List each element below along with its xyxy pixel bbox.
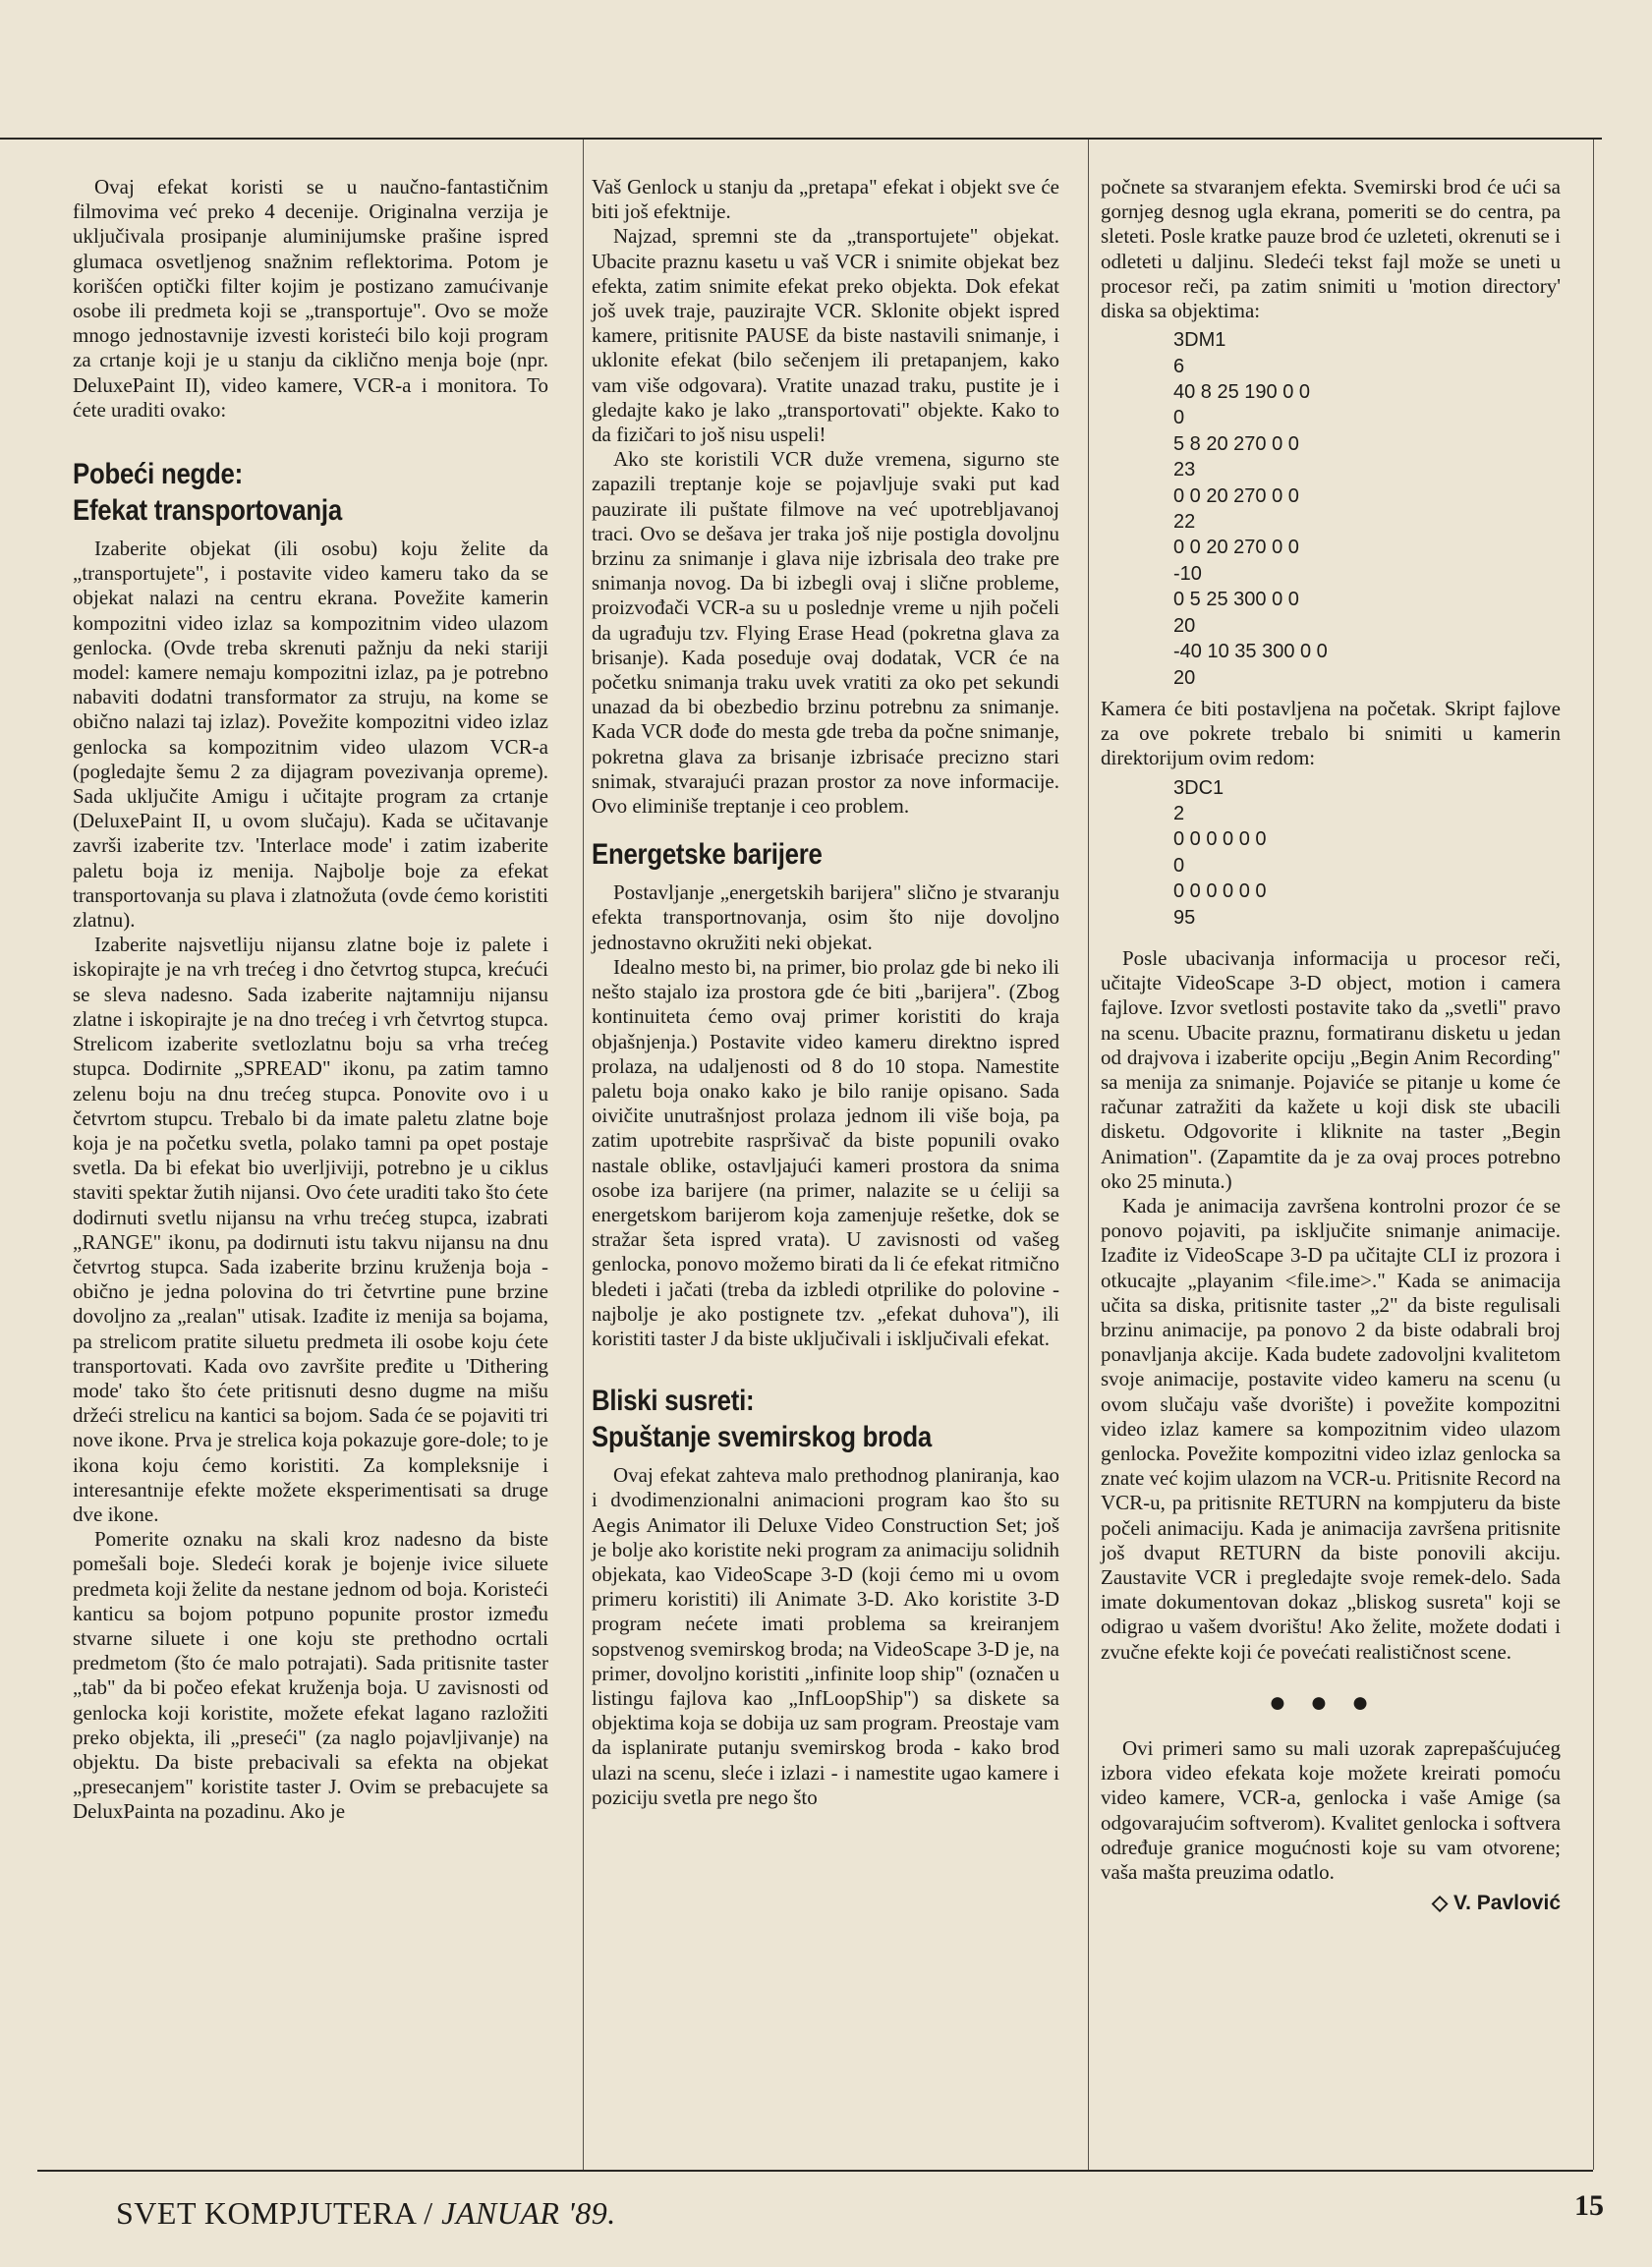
code-line: 6 — [1173, 355, 1185, 377]
code-line: 95 — [1173, 906, 1196, 929]
right-border — [1593, 140, 1594, 2170]
code-line: 20 — [1173, 666, 1196, 689]
motion-script-listing — [1173, 327, 1561, 691]
code-line: -40 10 35 300 0 0 — [1173, 641, 1328, 663]
code-line: 40 8 25 190 0 0 — [1173, 381, 1311, 404]
code-line: 0 0 20 270 0 0 — [1173, 537, 1299, 559]
page-number: 15 — [1574, 2189, 1604, 2222]
section-heading-transport-2: Efekat transportovanja — [73, 494, 342, 528]
closing-paragraph: Ovi primeri samo su mali uzorak zaprepašćujućeg izbora video efekata koje možete kreirati pomoću video kamere, VCR-a, genlocka i vaše Amige (sa odgovarajućim softverom). Kvalitet genlocka i softvera određuje granice mogućnosti koje su vam otvorene; vaša mašta preuzima odatlo. — [1101, 1736, 1561, 1885]
code-line: -10 — [1173, 562, 1202, 585]
body-paragraph: Kada je animacija završena kontrolni prozor će se ponovo pojaviti, pa isključite snimanje animacije. Izađite iz VideoScape 3-D pa učitajte CLI iz prozora i otkucajte „playanim <file.ime>." Kada se animacija učita sa diska, pritisnite taster „2" da biste regulisali brzinu animacije, pa ponovo 2 da biste odabrali broj ponavljanja akcije. Kada budete zadovoljni kvalitetom svoje animacije, postavite video kameru na scenu (u ovom slučaju vaše dvorište) i povežite kompozitni video izlaz kamere sa kompozitnim video ulazom genlocka. Povežite kompozitni video izlaz genlocka sa znate već kojim ulazom na VCR-u. Pritisnite Record na VCR-u, pa pritisnite RETURN na kompjuteru da biste počeli animaciju. Kada je animacija završena pritisnite još dvaput RETURN da biste ponovili akciju. Zaustavite VCR i pregledajte svoje remek-delo. Sada imate dokumentovan dokaz „bliskog susreta" koji se odigrao u vašem dvorištu! Ako želite, možete dodati i zvučne efekte koji će povećati realističnost scene. — [1101, 1193, 1561, 1664]
code-line: 20 — [1173, 614, 1196, 637]
body-paragraph: Kamera će biti postavljena na početak. Skript fajlove za ove pokrete trebalo bi snimiti u kamerin direktorijum ovim redom: — [1101, 696, 1561, 770]
section-heading-close-2: Spuštanje svemirskog broda — [592, 1421, 933, 1454]
section-heading-transport-1: Pobeći negde: — [73, 458, 243, 491]
code-line: 23 — [1173, 459, 1196, 482]
code-line: 0 — [1173, 407, 1185, 429]
footer-publication — [116, 2195, 616, 2232]
code-line: 0 0 20 270 0 0 — [1173, 484, 1299, 507]
author-byline: ◇ V. Pavlović — [1432, 1892, 1561, 1915]
column-2 — [592, 175, 1059, 1810]
top-rule — [0, 138, 1602, 140]
bottom-rule — [37, 2170, 1593, 2172]
body-paragraph: Postavljanje „energetskih barijera" slično je stvaranju efekta transportnovanja, osim što nije dovoljno jednostavno okružiti neki objekat. — [592, 880, 1059, 954]
column-divider-1 — [583, 140, 584, 2170]
code-line: 0 — [1173, 854, 1185, 877]
intro-paragraph: Ovaj efekat koristi se u naučno-fantastičnim filmovima već preko 4 decenije. Originalna verzija je uključivala prosipanje aluminijumske prašine ispred glumaca osvetljenog snažnim reflektorima. Potom je korišćen optički filter kojim je postizano zamućivanje osobe ili predmeta koji se „transportuje". Ovo se može mnogo jednostavnije izvesti koristeći bilo koji program za crtanje koji je u stanju da ciklično menja boje (npr. DeluxePaint II), video kamere, VCR-a i monitora. To ćete uraditi ovako: — [73, 175, 548, 422]
body-paragraph: Izaberite najsvetliju nijansu zlatne boje iz palete i iskopirajte je na vrh trećeg i dno četvrtog stupca, krećući se sleva nadesno. Sada izaberite najtamniju nijansu zlatne i iskopirajte je na dno trećeg i vrh četvrtog stupca. Strelicom izaberite svetlozlatnu boju sa vrha trećeg stupca. Dodirnite „SPREAD" ikonu, pa zatim tamno zelenu boju na dnu trećeg stupca. Ponovite ovo i u četvrtom stupcu. Trebalo bi da imate paletu zlatne boje koja je na početku svetla, polako tamni pa opet postaje svetla. Da bi efekat bio uverljiviji, potrebno je u ciklus staviti spektar žutih nijansi. Ovo ćete uraditi tako što ćete dodirnuti svetlu nijansu na vrhu trećeg stupca, izabrati „RANGE" ikonu, pa dodirnuti istu takvu nijansu na dnu četvrtog stupca. Sada izaberite brzinu kruženja boja - obično je jedna polovina do tri četvrtine pune brzine dovoljno za „realan" utisak. Izađite iz menija sa bojama, pa strelicom pratite siluetu predmeta ili osobe koju ćete transportovati. Kada ovo završite pređite u 'Dithering mode' tako što ćete pritisnuti desno dugme na mišu držeći strelicu na kantici sa bojom. Sada će se pojaviti tri nove ikone. Prva je strelica koja pokazuje gore-dole; to je ikona koju ćemo koristiti. Za kompleksnije i interesantnije efekte možete eksperimentisati sa druge dve ikone. — [73, 933, 548, 1526]
body-paragraph: Vaš Genlock u stanju da „pretapa" efekat i objekt sve će biti još efektnije. — [592, 175, 1059, 224]
section-heading-energy: Energetske barijere — [592, 838, 823, 872]
code-line: 0 0 0 0 0 0 — [1173, 828, 1267, 851]
section-heading-close-1: Bliski susreti: — [592, 1385, 755, 1418]
camera-script-listing — [1173, 775, 1561, 931]
code-line: 0 0 0 0 0 0 — [1173, 880, 1267, 903]
body-paragraph: počnete sa stvaranjem efekta. Svemirski brod će ući sa gornjeg desnog ugla ekrana, pomeriti se do centra, pa sleteti. Posle kratke pauze brod će uzleteti, okrenuti se i odleteti u daljinu. Sledeći tekst fajl može se uneti u procesor reči, pa zatim snimiti u 'motion directory' diska sa objektima: — [1101, 175, 1561, 323]
column-1 — [73, 175, 548, 1825]
code-line: 3DC1 — [1173, 776, 1225, 799]
code-line: 5 8 20 270 0 0 — [1173, 432, 1299, 455]
section-divider-dots: ●●● — [1268, 1685, 1394, 1719]
code-line: 0 5 25 300 0 0 — [1173, 589, 1299, 611]
issue-date: JANUAR '89. — [432, 2195, 616, 2231]
column-3 — [1101, 175, 1561, 1915]
column-divider-2 — [1088, 140, 1089, 2170]
code-line: 3DM1 — [1173, 329, 1226, 352]
body-paragraph: Ako ste koristili VCR duže vremena, sigurno ste zapazili treptanje koje se pojavljuje svaki put kad pauzirate ili puštate filmove na već upotrebljavanoj traci. Ovo se dešava jer traka još nije postigla dovoljnu brzinu za snimanje i glava nije izbrisala deo trake pre snimanja novog. Da bi izbegli ovaj i slične probleme, proizvođači VCR-a su u poslednje vreme u njih počeli da ugrađuju tzv. Flying Erase Head (pokretna glava za brisanje). Kada poseduje ovaj dodatak, VCR će na početku snimanja traku uvek vratiti za oko pet sekundi unazad da bi obezbedio brzinu potrebnu za snimanje. Kada VCR dođe do mesta gde treba da počne snimanje, pokretna glava za brisanje izbrisaće precizno stari snimak, stvarajući prazan prostor za nove informacije. Ovo eliminiše treptanje i ceo problem. — [592, 447, 1059, 819]
code-line: 22 — [1173, 511, 1196, 534]
code-line: 2 — [1173, 802, 1185, 824]
body-paragraph: Izaberite objekat (ili osobu) koju želite da „transportujete", i postavite video kameru tako da se objekat nalazi na centru ekrana. Povežite kamerin kompozitni video izlaz sa kompozitnim video ulazom genlocka. (Ovde treba skrenuti pažnju da neki stariji model: kamere nemaju kompozitni izlaz, pa je potrebno nabaviti dodatni transformator za struju, na kome se obično nalazi taj izlaz). Povežite kompozitni video izlaz genlocka sa kompozitnim video ulazom VCR-a (pogledajte šemu 2 za dijagram povezivanja opreme). Sada uključite Amigu i učitajte program za crtanje (DeluxePaint II, u ovom slučaju). Kada se učitavanje završi izaberite tzv. 'Interlace mode' i zatim izaberite paletu boja iz menija. Najbolje boje za efekat transportovanja su plava i zlatnožuta (ovde ćemo koristiti zlatnu). — [73, 537, 548, 933]
body-paragraph: Idealno mesto bi, na primer, bio prolaz gde bi neko ili nešto stajalo iza prostora gde će biti „barijera". (Zbog kontinuiteta ćemo ovaj primer koristiti do kraja objašnjenja.) Postavite video kameru direktno ispred prolaza, na udaljenosti od 8 do 10 stopa. Namestite paletu boja onako kako je bilo ranije opisano. Sada oivičite unutrašnjost prolaza jednom ili više boja, pa zatim upotrebite raspršivač da biste popunili ovako nastale oblike, ostavljajući kameri prostora da snima osobe iza barijere (na primer, nalazite se u ćeliji sa energetskom barijerom koja zamenjuje rešetke, dok se stražar šeta ispred vrata). U zavisnosti od vašeg genlocka, ponovo možemo birati da li će efekat ritmično bledeti i jačati (treba da izbledi otprilike do polovine - najbolje je ako postignete tzv. „efekat duhova"), ili koristiti taster J da biste uključivali i isključivali efekat. — [592, 954, 1059, 1350]
body-paragraph: Pomerite oznaku na skali kroz nadesno da biste pomešali boje. Sledeći korak je bojenje ivice siluete predmeta koji želite da nestane jednom od boja. Koristeći kanticu sa bojom potpuno popunite prostor između stvarne siluete i one koju ste prethodno ocrtali predmetom (što će malo potrajati). Sada pritisnite taster „tab" da bi počeo efekat kruženja boja. U zavisnosti od genlocka koji koristite, možete efekat lagano razložiti preko objekta, ili „preseći" (za naglo pojavljivanje) na objektu. Da biste prebacivali sa efekta na objekat „presecanjem" koristite taster J. Ovim se prebacujete sa DeluxPainta na pozadinu. Ako je — [73, 1527, 548, 1824]
magazine-name: SVET KOMPJUTERA / — [116, 2195, 433, 2231]
body-paragraph: Ovaj efekat zahteva malo prethodnog planiranja, kao i dvodimenzionalni animacioni program kao što su Aegis Animator ili Deluxe Video Construction Set; još je bolje ako koristite neki program za animaciju solidnih objekata, kao VideoScape 3-D (koji ćemo mi u ovom primeru koristiti) ili Animate 3-D. Ako koristite 3-D program nećete imati problema sa kreiranjem sopstvenog svemirskog broda; na VideoScape 3-D je, na primer, dovoljno koristiti „infinite loop ship" (označen u listingu fajlova kao „InfLoopShip") sa diskete sa objektima koja se dobija uz sam program. Preostaje vam da isplanirate putanju svemirskog broda - kako brod ulazi na scenu, sleće i izlazi - i namestite ugao kamere i poziciju svetla pre nego što — [592, 1463, 1059, 1809]
body-paragraph: Najzad, spremni ste da „transportujete" objekat. Ubacite praznu kasetu u vaš VCR i snimite objekat bez efekta, zatim snimite efekat preko objekta. Dok efekat još uvek traje, pauzirajte VCR. Sklonite objekt ispred kamere, pritisnite PAUSE da biste nastavili snimanje, i uklonite efekat (bilo sečenjem ili pretapanjem, kako vam više odgovara). Vratite unazad traku, pustite je i gledajte kako je lako „transportovati" objekte. Kako to da fizičari to još nisu uspeli! — [592, 224, 1059, 447]
body-paragraph: Posle ubacivanja informacija u procesor reči, učitajte VideoScape 3-D object, motion i camera fajlove. Izvor svetlosti postavite tako da „svetli" pravo na scenu. Ubacite praznu, formatiranu disketu u jedan od drajvova i izaberite opciju „Begin Anim Recording" sa menija za snimanje. Pojaviće se pitanje u kome će računar zatražiti da kažete u koji disk ste ubacili disketu. Odgovorite i kliknite na taster „Begin Animation". (Zapamtite da je za ovaj proces potrebno oko 25 minuta.) — [1101, 945, 1561, 1193]
